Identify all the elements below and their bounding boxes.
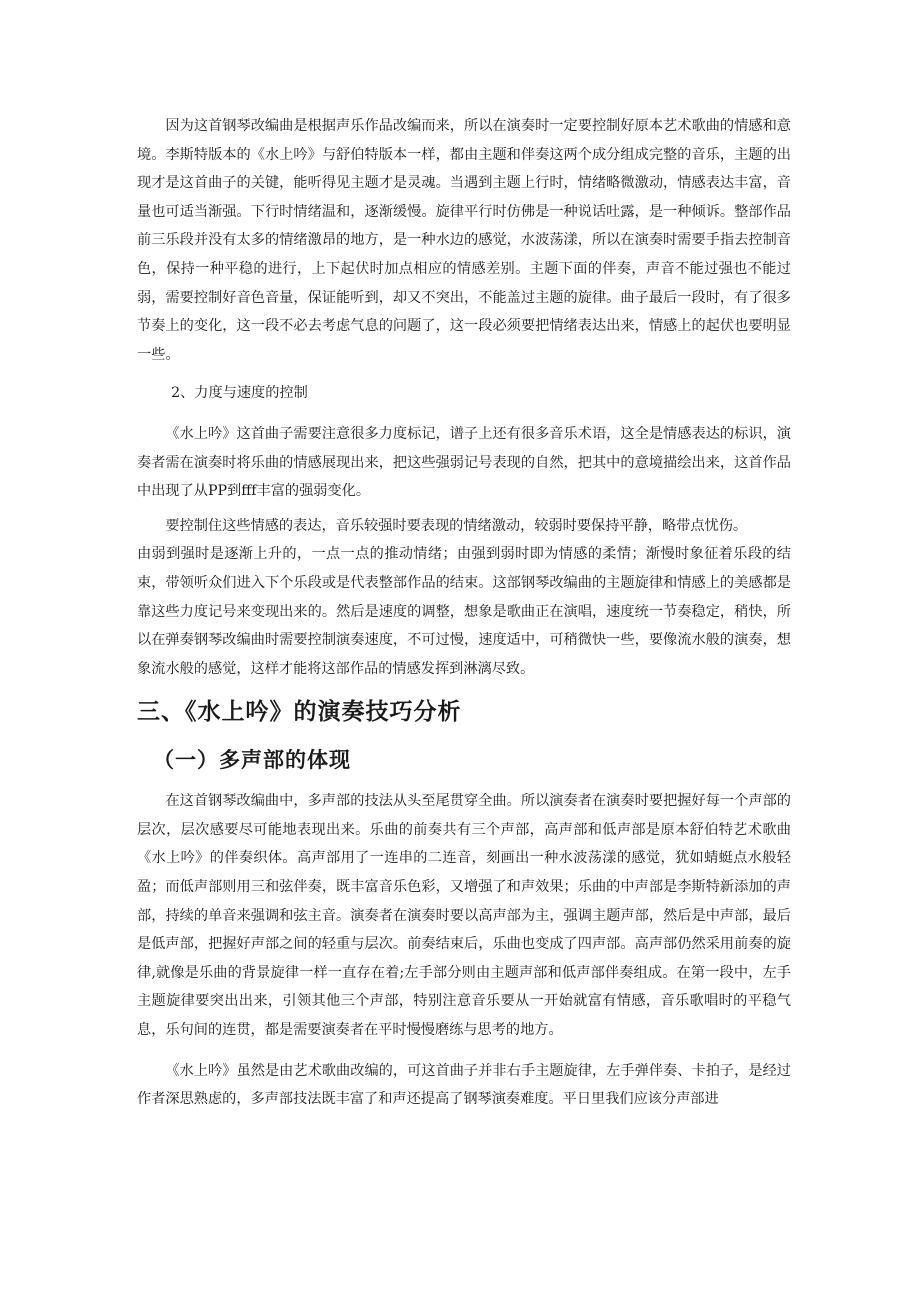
paragraph-emotion-mood: 因为这首钢琴改编曲是根据声乐作品改编而来，所以在演奏时一定要控制好原本艺术歌曲的情感和意境。李斯特版本的《水上吟》与舒伯特版本一样，都由主题和伴奏这两个成分组成完整的音乐，主题的出现才是这首曲子的关键，能听得见主题才是灵魂。当遇到主题上行时，情绪略微激动，情感表达丰富，音量也可适当渐强。下行时情绪温和，逐渐缓慢。旋律平行时仿佛是一种说话吐露，是一种倾诉。整部作品前三乐段并没有太多的情绪激昂的地方，是一种水边的感觉，水波荡漾，所以在演奏时需要手指去控制音色，保持一种平稳的进行，上下起伏时加点相应的情感差别。主题下面的伴奏，声音不能过强也不能过弱，需要控制好音色音量，保证能听到，却又不突出，不能盖过主题的旋律。曲子最后一段时，有了很多节奏上的变化，这一段不必去考虑气息的问题了，这一段必须要把情绪表达出来，情感上的起伏也要明显一些。 <box>137 118 791 363</box>
document-page <box>137 112 791 1114</box>
paragraph-emotion-control: 要控制住这些情感的表达，音乐较强时要表现的情绪激动，较弱时要保持平静，略带点忧伤。 <box>165 517 748 534</box>
paragraph-tempo-adjustment: 由弱到强时是逐渐上升的，一点一点的推动情绪；由强到弱时即为情感的柔情；渐慢时象征着乐段的结束，带领听众们进入下个乐段或是代表整部作品的结束。这部钢琴改编曲的主题旋律和情感上的美感都是靠这些力度记号来变现出来的。然后是速度的调整，想象是歌曲正在演唱，速度统一节奏稳定，稍快，所以在弹奏钢琴改编曲时需要控制演奏速度，不可过慢，速度适中，可稍微快一些，要像流水般的演奏，想象流水般的感觉，这样才能将这部作品的情感发挥到淋漓尽致。 <box>137 546 791 677</box>
section-heading-technique-analysis: 三、《水上吟》的演奏技巧分析 <box>137 699 462 726</box>
subheading-dynamics-tempo: 2、力度与速度的控制 <box>171 385 308 402</box>
paragraph-dynamics-markings: 《水上吟》这首曲子需要注意很多力度标记，谱子上还有很多音乐术语，这全是情感表达的标识，演奏者需在演奏时将乐曲的情感展现出来，把这些强弱记号表现的自然，把其中的意境描绘出来，这首作品中出现了从PP到fff丰富的强弱变化。 <box>137 425 791 500</box>
paragraph-art-song-adaptation: 《水上吟》虽然是由艺术歌曲改编的，可这首曲子并非右手主题旋律，左手弹伴奏、卡拍子，是经过作者深思熟虑的，多声部技法既丰富了和声还提高了钢琴演奏难度。平日里我们应该分声部进 <box>137 1062 791 1108</box>
subsection-heading-multi-voice: （一）多声部的体现 <box>153 747 351 773</box>
paragraph-multi-voice-technique: 在这首钢琴改编曲中，多声部的技法从头至尾贯穿全曲。所以演奏者在演奏时要把握好每一个声部的层次，层次感要尽可能地表现出来。乐曲的前奏共有三个声部，高声部和低声部是原本舒伯特艺术歌曲《水上吟》的伴奏织体。高声部用了一连串的二连音，刻画出一种水波荡漾的感觉，犹如蜻蜓点水般轻盈；而低声部则用三和弦伴奏，既丰富音乐色彩，又增强了和声效果；乐曲的中声部是李斯特新添加的声部，持续的单音来强调和弦主音。演奏者在演奏时要以高声部为主，强调主题声部，然后是中声部，最后是低声部，把握好声部之间的轻重与层次。前奏结束后，乐曲也变成了四声部。高声部仍然采用前奏的旋律,就像是乐曲的背景旋律一样一直存在着;左手部分则由主题声部和低声部伴奏组成。在第一段中，左手主题旋律要突出出来，引领其他三个声部，特别注意音乐要从一开始就富有情感，音乐歌唱时的平稳气息，乐句间的连贯，都是需要演奏者在平时慢慢磨练与思考的地方。 <box>137 793 791 1039</box>
